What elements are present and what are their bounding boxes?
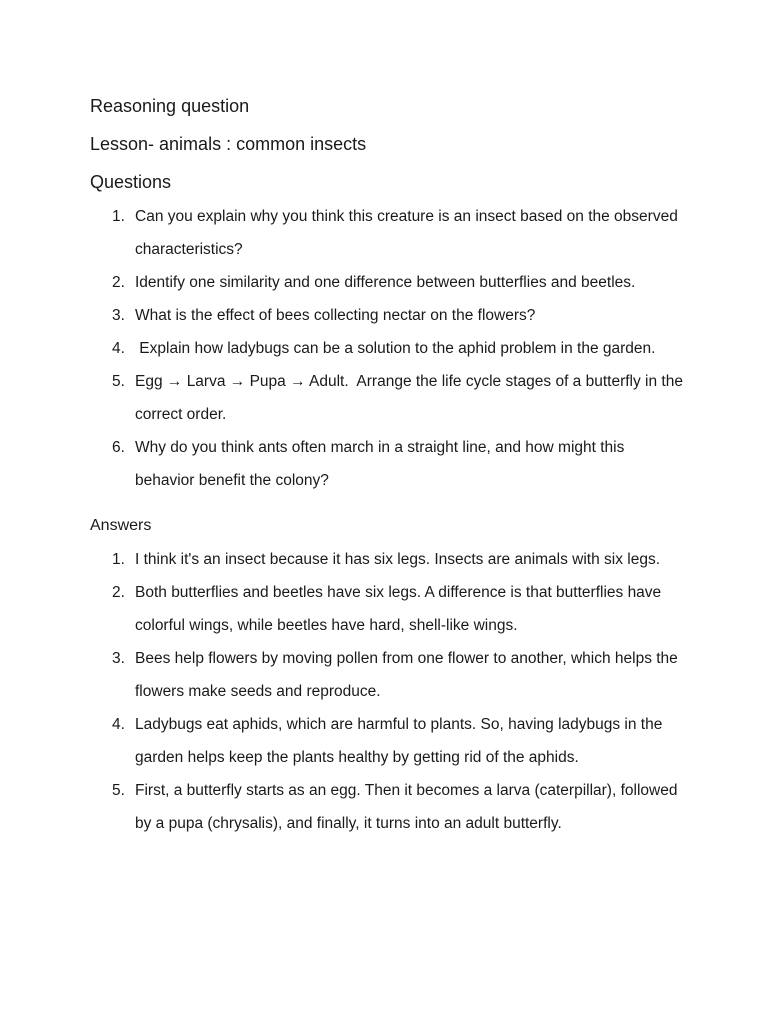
question-text: Explain how ladybugs can be a solution to the aphid problem in the garden. [135, 340, 656, 357]
answer-number: 5. [112, 782, 125, 799]
answer-number: 3. [112, 650, 125, 667]
questions-heading: Questions [90, 172, 172, 192]
question-number: 4. [112, 340, 125, 357]
question-text: Identify one similarity and one difference between butterflies and beetles. [135, 274, 636, 291]
question-number: 2. [112, 274, 125, 291]
question-number: 1. [112, 208, 125, 225]
answer-text: Bees help flowers by moving pollen from one flower to another, which helps the flowers make seeds and reproduce. [135, 650, 678, 700]
question-item [0, 365, 768, 431]
answer-text: Ladybugs eat aphids, which are harmful to plants. So, having ladybugs in the garden helps keep the plants healthy by getting rid of the aphids. [135, 716, 663, 766]
answer-number: 1. [112, 551, 125, 568]
answer-item [0, 708, 768, 774]
answer-text: Both butterflies and beetles have six legs. A difference is that butterflies have colorful wings, while beetles have hard, shell-like wings. [135, 584, 662, 634]
answer-item [0, 642, 768, 708]
question-item [0, 266, 768, 299]
question-item [0, 299, 768, 332]
question-number: 6. [112, 439, 125, 456]
question-text: Why do you think ants often march in a straight line, and how might this behavior benefit the colony? [135, 439, 625, 489]
answer-item [0, 576, 768, 642]
question-item [0, 431, 768, 497]
answer-number: 2. [112, 584, 125, 601]
document-title: Reasoning question [90, 96, 250, 116]
answers-heading: Answers [90, 517, 152, 534]
question-item [0, 200, 768, 266]
question-number: 3. [112, 307, 125, 324]
question-text: What is the effect of bees collecting nectar on the flowers? [135, 307, 536, 324]
questions-list [0, 200, 768, 497]
answer-text: I think it's an insect because it has six legs. Insects are animals with six legs. [135, 551, 661, 568]
question-text: Egg → Larva → Pupa → Adult. Arrange the life cycle stages of a butterfly in the correct order. [135, 373, 683, 423]
lesson-title: Lesson- animals : common insects [90, 134, 367, 154]
answers-list [0, 543, 768, 840]
answer-item [0, 543, 768, 576]
answer-text: First, a butterfly starts as an egg. Then it becomes a larva (caterpillar), followed by a pupa (chrysalis), and finally, it turns into an adult butterfly. [135, 782, 678, 832]
question-item [0, 332, 768, 365]
question-number: 5. [112, 373, 125, 390]
answer-number: 4. [112, 716, 125, 733]
question-text: Can you explain why you think this creature is an insect based on the observed characteristics? [135, 208, 678, 258]
answer-item [0, 774, 768, 840]
